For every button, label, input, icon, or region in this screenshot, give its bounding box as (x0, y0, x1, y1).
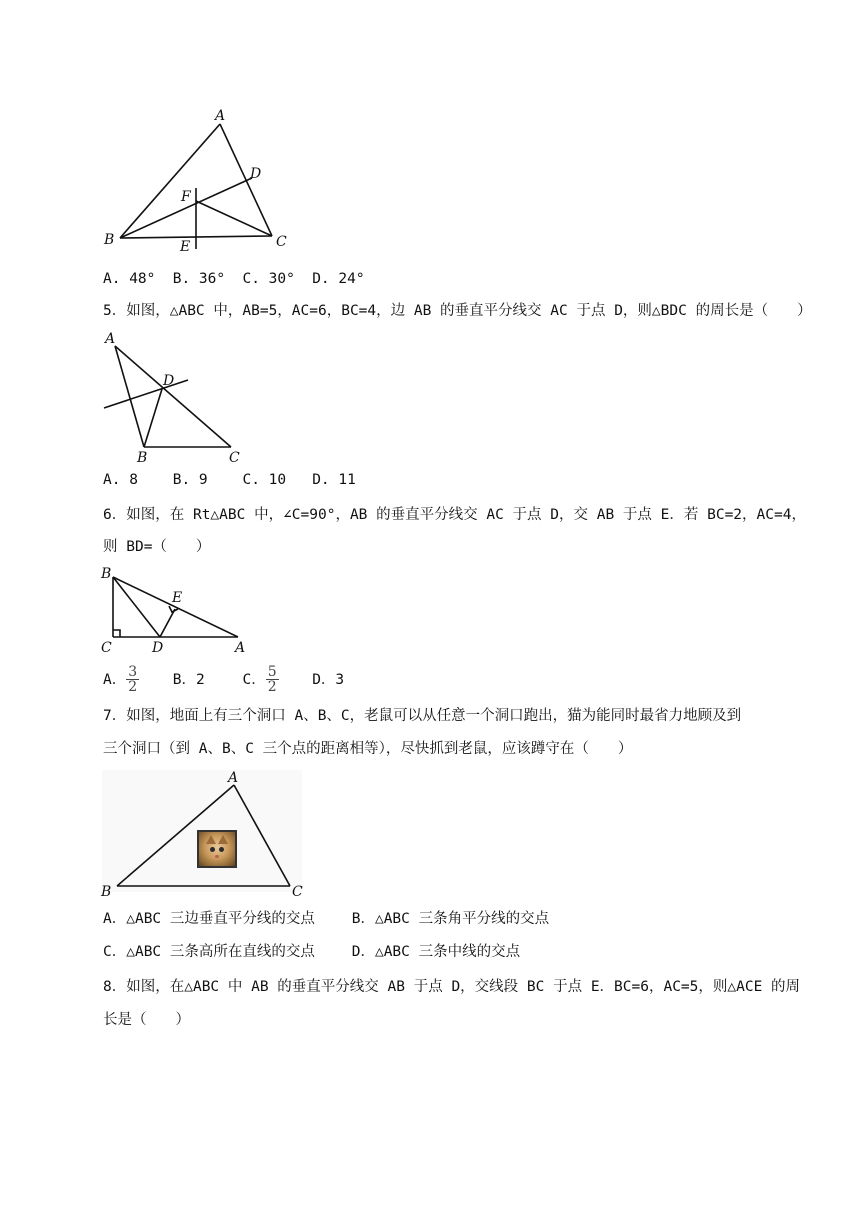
label-e: E (180, 239, 191, 255)
q6-stem-line2: 则 BD=（ ） (103, 539, 211, 555)
label-d: D (250, 166, 262, 182)
q7-stem-line1: 7．如图，地面上有三个洞口 A、B、C，老鼠可以从任意一个洞口跑出，猫为能同时最省力地顾及到 (103, 708, 742, 724)
label-c: C (229, 450, 240, 466)
q7-option-c: C．△ABC 三条高所在直线的交点 (103, 944, 315, 960)
label-d: D (163, 373, 175, 389)
label-e: E (172, 590, 183, 606)
label-a: A (228, 770, 239, 786)
fraction-five-halves: $\frac{5}{2}$ (267, 664, 277, 695)
q8-stem-line2: 长是（ ） (103, 1012, 190, 1028)
fraction-three-halves: $\frac{3}{2}$ (128, 664, 138, 695)
q6-option-a: A． $\frac{3}{2}$ (103, 664, 138, 695)
q4-option-c: C. 30° (242, 271, 295, 287)
q6-stem-line1: 6．如图，在 Rt△ABC 中，∠C=90°，AB 的垂直平分线交 AC 于点 D，交 AB 于点 E．若 BC=2，AC=4， (103, 507, 806, 523)
label-d: D (152, 640, 164, 656)
q7-option-d: D．△ABC 三条中线的交点 (351, 944, 521, 960)
q6-option-c: C． $\frac{5}{2}$ (242, 664, 277, 695)
label-b: B (101, 884, 112, 900)
label-b: B (137, 450, 148, 466)
q5-stem: 5．如图，△ABC 中，AB=5，AC=6，BC=4，边 AB 的垂直平分线交 AC 于点 D，则△BDC 的周长是（ ） (103, 303, 812, 319)
label-c: C (292, 884, 303, 900)
q7-options-row1 (103, 909, 549, 929)
label-f: F (181, 189, 191, 205)
label-a: A (105, 331, 116, 347)
label-a: A (215, 108, 226, 124)
label-b: B (104, 232, 115, 248)
q5-option-b: B. 9 (172, 472, 208, 488)
q5-option-a: A. 8 (103, 472, 138, 488)
q4-option-d: D. 24° (312, 271, 365, 287)
label-c: C (276, 234, 287, 250)
label-b: B (101, 566, 112, 582)
q7-option-a: A．△ABC 三边垂直平分线的交点 (103, 911, 315, 927)
q6-option-d: D．3 (312, 671, 345, 688)
q5-option-d: D. 11 (312, 472, 356, 488)
cat-image (197, 830, 237, 868)
q5-option-c: C. 10 (242, 472, 287, 488)
q6-option-b: B．2 (172, 671, 205, 688)
q4-option-a: A. 48° (103, 271, 156, 287)
q8-stem-line1: 8．如图，在△ABC 中 AB 的垂直平分线交 AB 于点 D，交线段 BC 于点 E．BC=6，AC=5，则△ACE 的周 (103, 979, 801, 995)
q7-options-row2 (103, 942, 520, 962)
q4-option-b: B. 36° (172, 271, 226, 287)
label-c: C (101, 640, 112, 656)
q7-option-b: B．△ABC 三条角平分线的交点 (351, 911, 550, 927)
q7-stem-line2: 三个洞口（到 A、B、C 三个点的距离相等），尽快抓到老鼠，应该蹲守在（ ） (103, 741, 633, 757)
label-a: A (235, 640, 246, 656)
